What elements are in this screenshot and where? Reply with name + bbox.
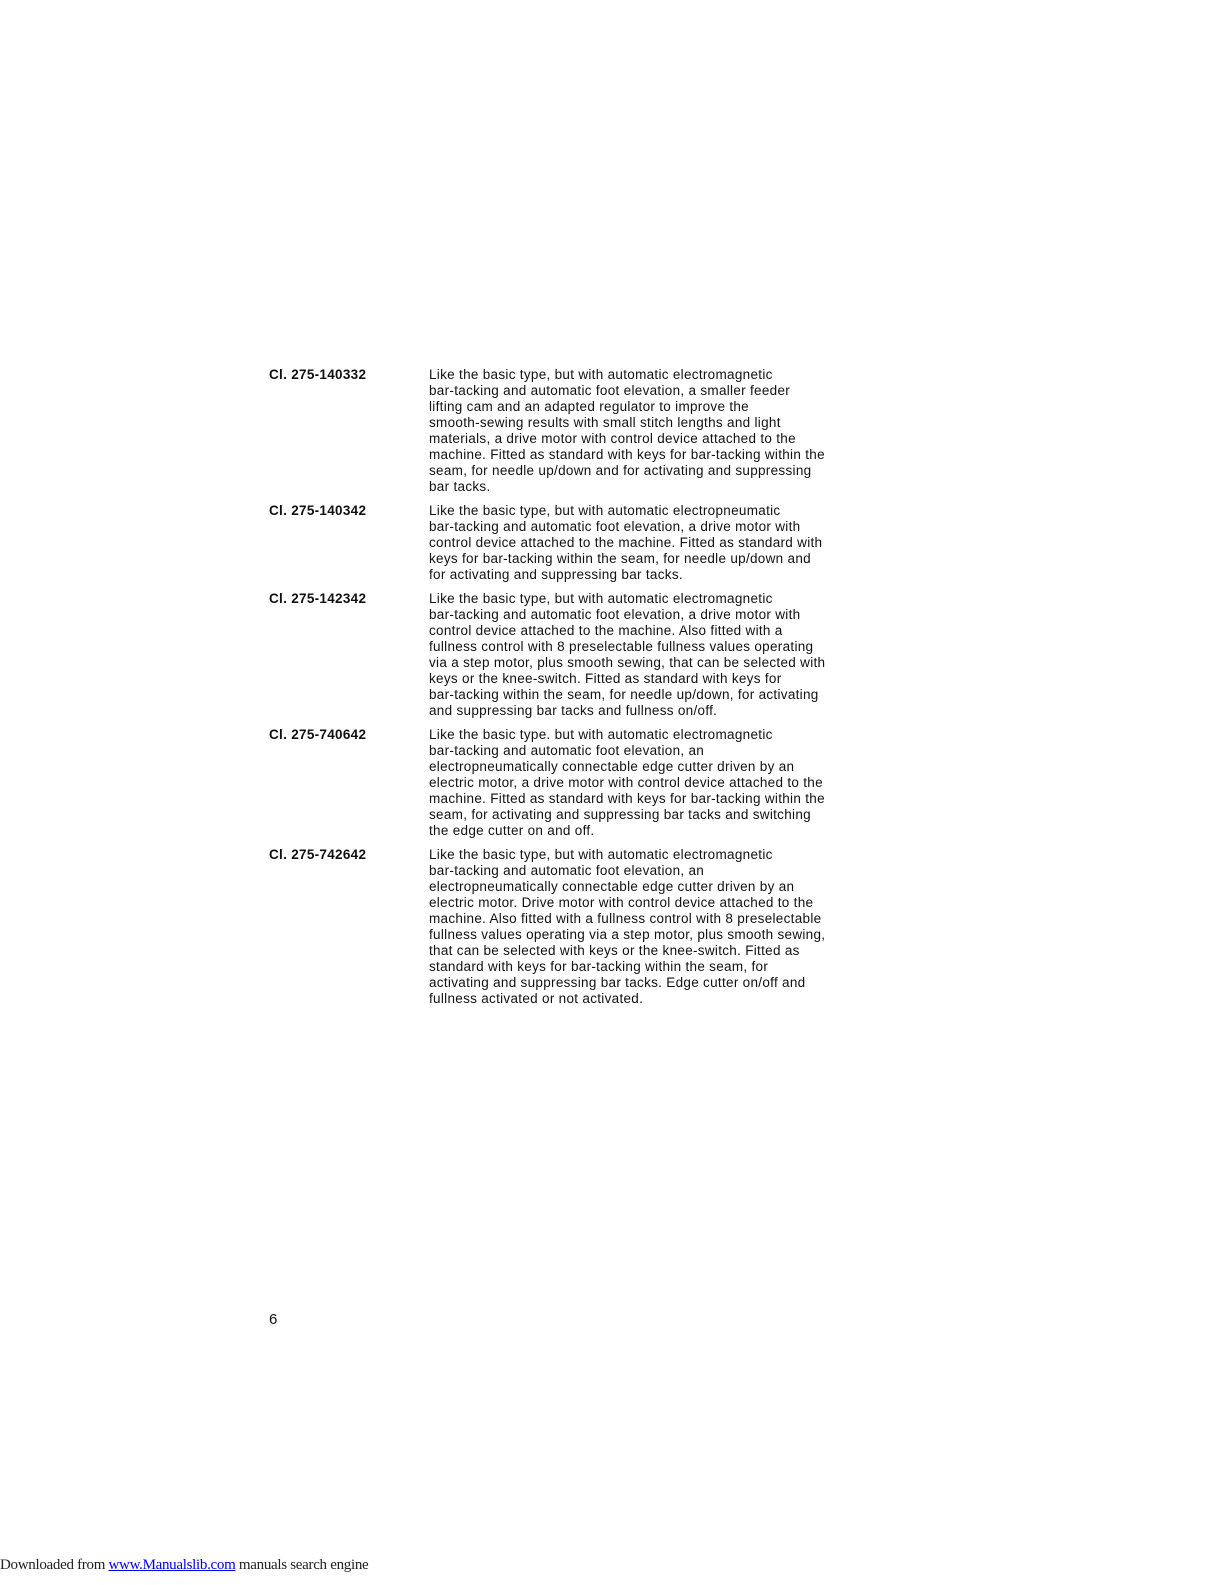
class-entry <box>269 591 889 719</box>
class-description: Like the basic type, but with automatic electromagnetic bar-tacking and automatic foot elevation, a smaller feeder lifting cam and an adapted regulator to improve the smooth-sewing results with small stitch lengths and light materials, a drive motor with control device attached to the machine. Fitted as standard with keys for bar-tacking within the seam, for needle up/down and for activating and suppressing bar tacks. <box>429 367 825 494</box>
class-code: Cl. 275-140342 <box>269 503 367 518</box>
class-description: Like the basic type. but with automatic electromagnetic bar-tacking and automatic foot elevation, an electropneumatically connectable edge cutter driven by an electric motor, a drive motor with control device attached to the machine. Fitted as standard with keys for bar-tacking within the seam, for activating and suppressing bar tacks and switching the edge cutter on and off. <box>429 727 825 838</box>
class-entry <box>269 847 889 1007</box>
class-description: Like the basic type, but with automatic electromagnetic bar-tacking and automatic foot elevation, a drive motor with control device attached to the machine. Also fitted with a fullness control with 8 preselectable fullness values operating via a step motor, plus smooth sewing, that can be selected with keys or the knee-switch. Fitted as standard with keys for bar-tacking within the seam, for needle up/down, for activating and suppressing bar tacks and fullness on/off. <box>429 591 826 718</box>
class-description: Like the basic type, but with automatic electromagnetic bar-tacking and automatic foot elevation, an electropneumatically connectable edge cutter driven by an electric motor. Drive motor with control device attached to the machine. Also fitted with a fullness control with 8 preselectable fullness values operating via a step motor, plus smooth sewing, that can be selected with keys or the knee-switch. Fitted as standard with keys for bar-tacking within the seam, for activating and suppressing bar tacks. Edge cutter on/off and fullness activated or not activated. <box>429 847 826 1006</box>
class-code: Cl. 275-140332 <box>269 367 367 382</box>
class-code: Cl. 275-142342 <box>269 591 367 606</box>
page-number: 6 <box>269 1311 278 1328</box>
manualslib-link[interactable]: www.Manualslib.com <box>108 1557 236 1573</box>
class-entry <box>269 727 889 839</box>
footer-suffix: manuals search engine <box>235 1557 369 1573</box>
class-entry <box>269 503 889 583</box>
class-description: Like the basic type, but with automatic electropneumatic bar-tacking and automatic foot elevation, a drive motor with control device attached to the machine. Fitted as standard with keys for bar-tacking within the seam, for needle up/down and for activating and suppressing bar tacks. <box>429 503 823 582</box>
download-footer <box>0 1557 368 1574</box>
class-entry <box>269 367 889 495</box>
class-list <box>269 367 889 1015</box>
class-code: Cl. 275-742642 <box>269 847 367 862</box>
class-code: Cl. 275-740642 <box>269 727 367 742</box>
footer-prefix: Downloaded from <box>0 1557 109 1573</box>
